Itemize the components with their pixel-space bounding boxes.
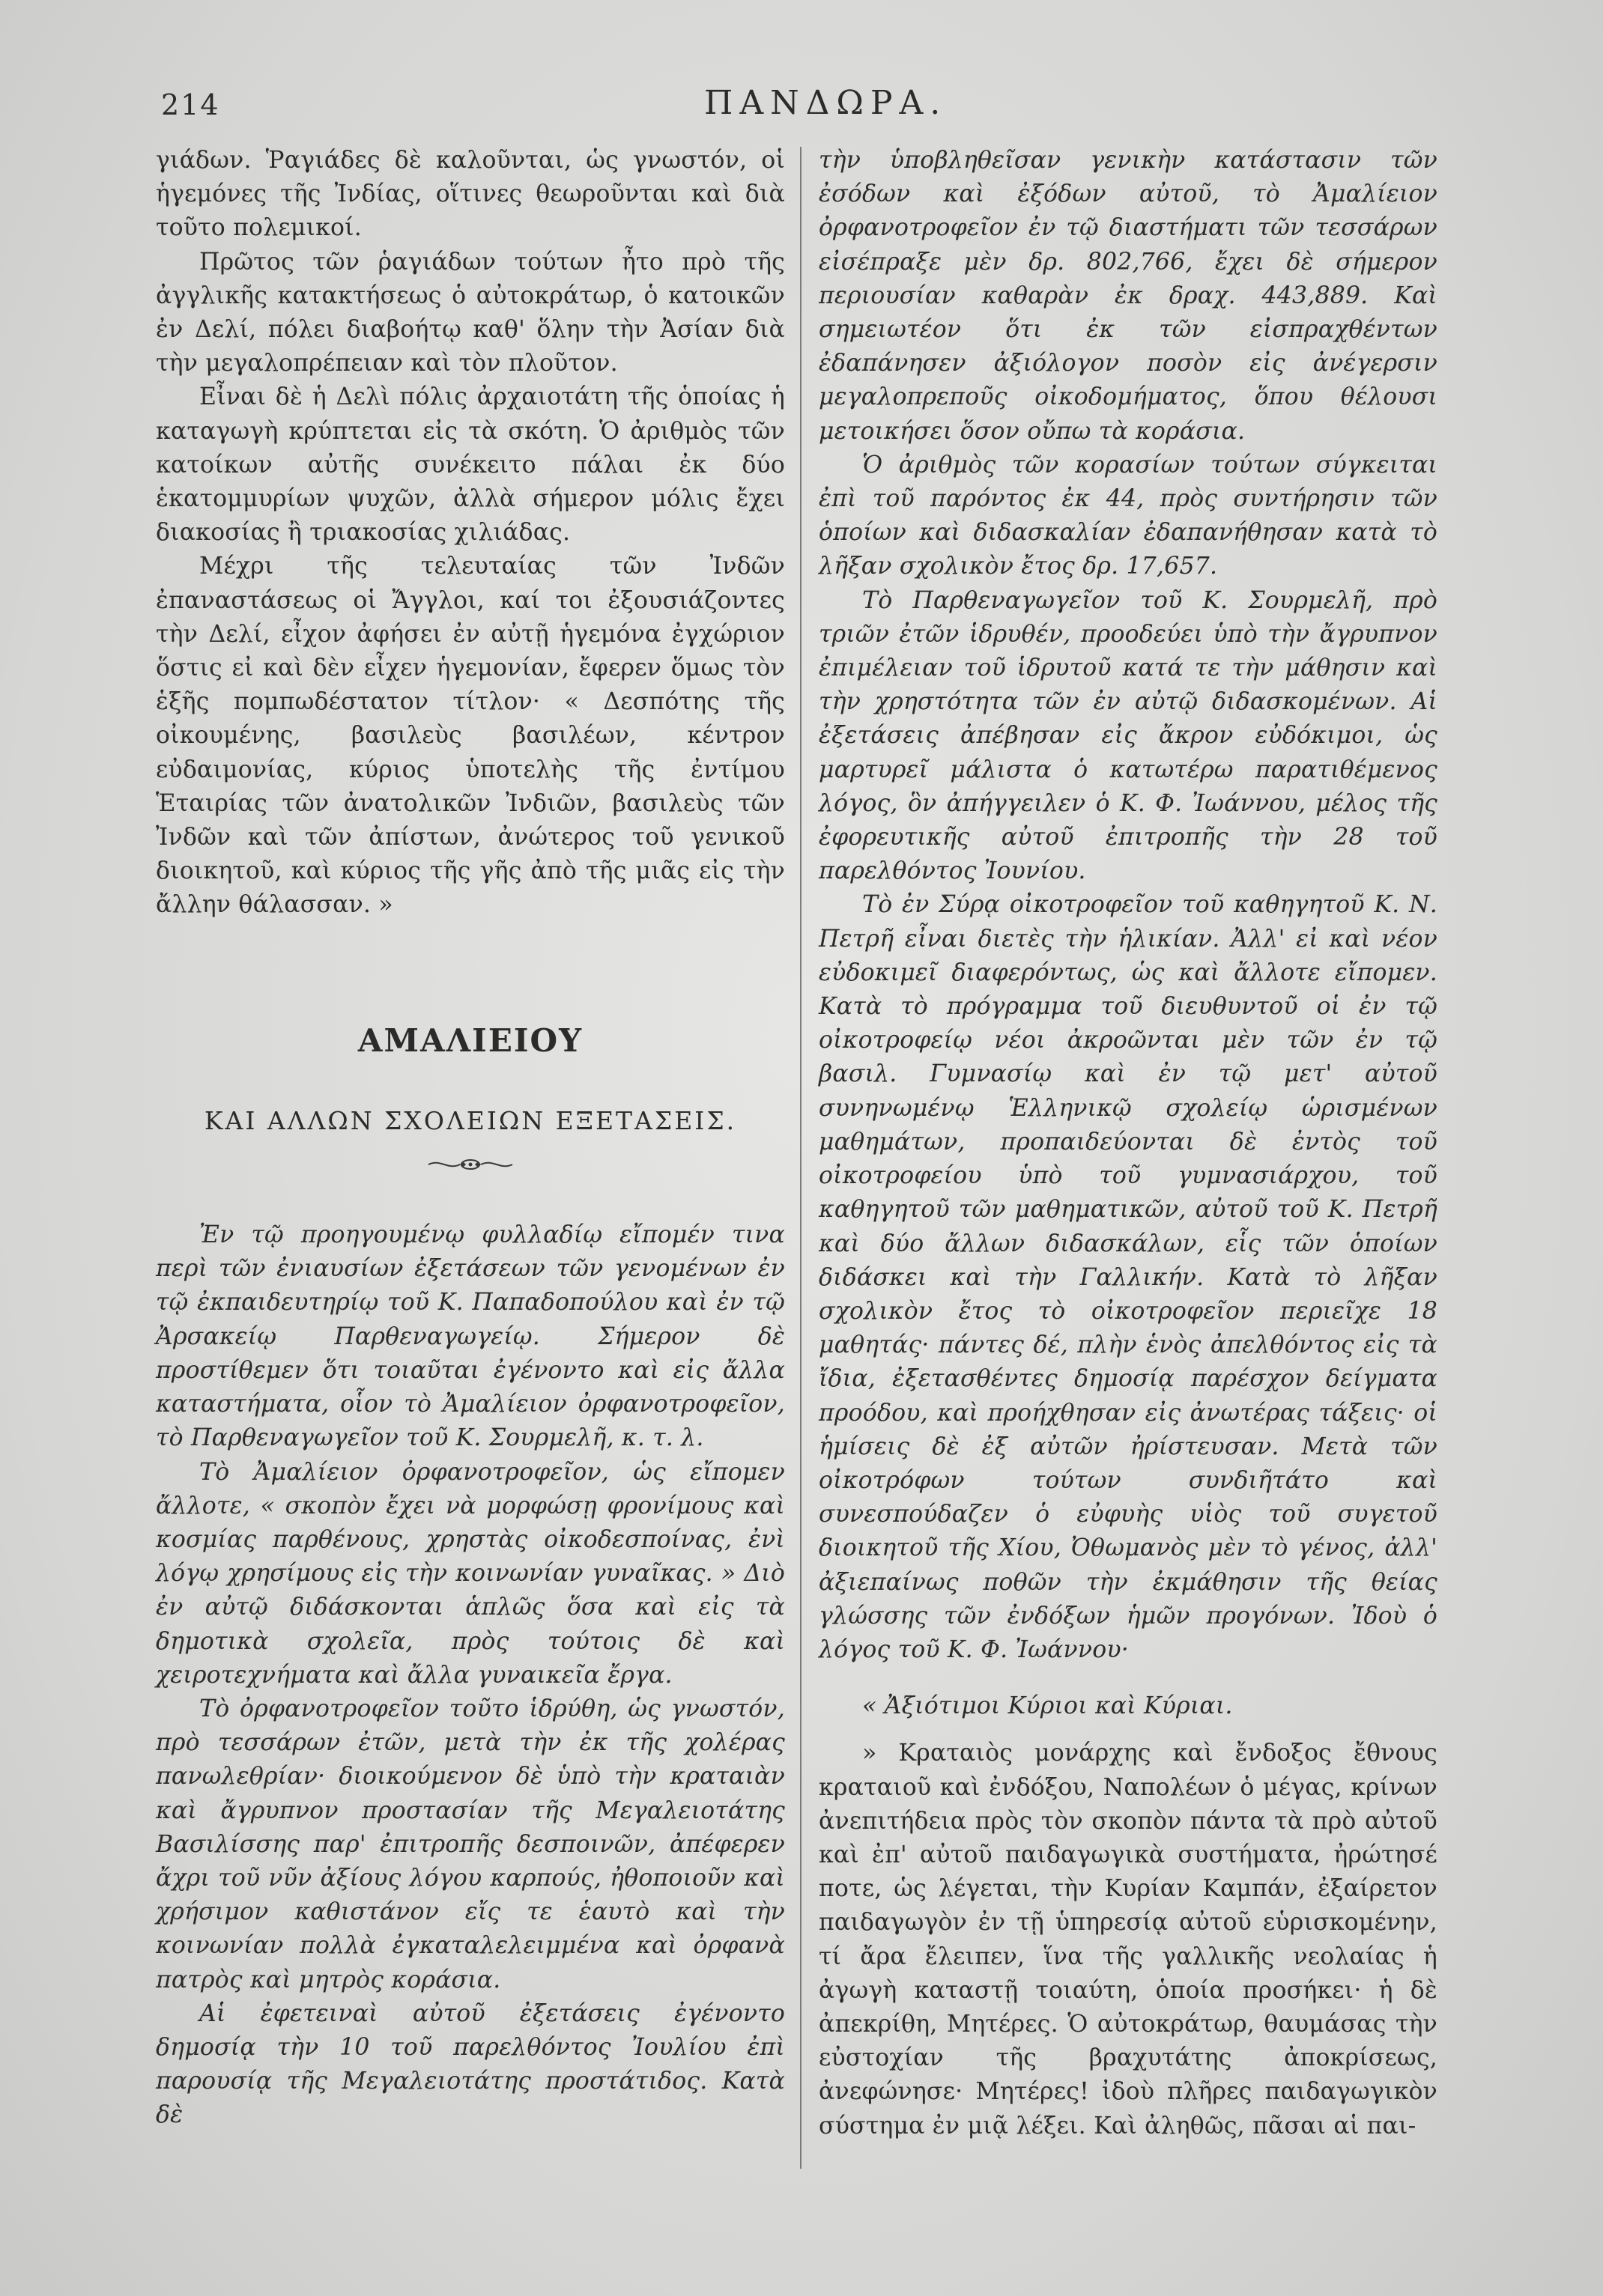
paragraph: Μέχρι τῆς τελευταίας τῶν Ἰνδῶν ἐπαναστάσεως οἱ Ἄγγλοι, καί τοι ἐξουσιάζοντες τὴν Δελί, εἶχον ἀφήσει ἐν αὐτῇ ἡγεμόνα ἐγχώριον ὅστις εἰ καὶ δὲν εἶχεν ἡγεμονίαν, ἔφερεν ὅμως τὸν ἑξῆς πομπωδέστατον τίτλον· « Δεσπότης τῆς οἰκουμένης, βασιλεὺς βασιλέων, κέντρον εὐδαιμονίας, κύριος ὑποτελὴς τῆς ἐντίμου Ἑταιρίας τῶν ἀνατολικῶν Ἰνδιῶν, βασιλεὺς τῶν Ἰνδῶν καὶ τῶν ἀπίστων, ἀνώτερος τοῦ γενικοῦ διοικητοῦ, καὶ κύριος τῆς γῆς ἀπὸ τῆς μιᾶς εἰς τὴν ἄλλην θάλασσαν. » [156,553,785,919]
section-subtitle: ΚΑΙ ΑΛΛΩΝ ΣΧΟΛΕΙΩΝ ΕΞΕΤΑΣΕΙΣ. [204,1105,737,1135]
running-title: ΠΑΝΔΩΡΑ. [704,84,948,122]
paragraph: Ὁ ἀριθμὸς τῶν κορασίων τούτων σύγκειται ἐπὶ τοῦ παρόντος ἐκ 44, πρὸς συντήρησιν τῶν ὁποίων καὶ διδασκαλίαν ἐδαπανήθησαν κατὰ τὸ λῆξαν σχολικὸν ἔτος δρ. 17,657. [819,451,1437,580]
right-column [819,144,1437,2143]
left-column [156,144,785,2133]
paragraph: Τὸ ὀρφανοτροφεῖον τοῦτο ἱδρύθη, ὡς γνωστόν, πρὸ τεσσάρων ἐτῶν, μετὰ τὴν ἐκ τῆς χολέρας πανωλεθρίαν· διοικούμενον δὲ ὑπὸ τὴν κραταιὰν καὶ ἄγρυπνον προστασίαν τῆς Μεγαλειοτάτης Βασιλίσσης παρ' ἐπιτροπῆς δεσποινῶν, ἀπέφερεν ἄχρι τοῦ νῦν ἀξίους λόγου καρπούς, ἠθοποιοῦν καὶ χρήσιμον καθιστάνον εἴς τε ἑαυτὸ καὶ τὴν κοινωνίαν πολλὰ ἐγκαταλελειμμένα καὶ ὀρφανὰ πατρὸς καὶ μητρὸς κοράσια. [156,1695,785,1993]
paragraph: Τὸ ἐν Σύρᾳ οἰκοτροφεῖον τοῦ καθηγητοῦ Κ. Ν. Πετρῆ εἶναι διετὲς τὴν ἡλικίαν. Ἀλλ' εἰ καὶ νέον εὐδοκιμεῖ διαφερόντως, ὡς καὶ ἄλλοτε εἴπομεν. Κατὰ τὸ πρόγραμμα τοῦ διευθυντοῦ οἱ ἐν τῷ οἰκοτροφείῳ νέοι ἀκροῶνται μὲν τῶν ἐν τῷ βασιλ. Γυμνασίῳ καὶ ἐν τῷ μετ' αὐτοῦ συνηνωμένῳ Ἑλληνικῷ σχολείῳ ὡρισμένων μαθημάτων, προπαιδεύονται δὲ ἐντὸς τοῦ οἰκοτροφείου ὑπὸ τοῦ γυμνασιάρχου, τοῦ καθηγητοῦ τῶν μαθηματικῶν, αὐτοῦ τοῦ Κ. Πετρῆ καὶ δύο ἄλλων διδασκάλων, εἷς τῶν ὁποίων διδάσκει καὶ τὴν Γαλλικήν. Κατὰ τὸ λῆξαν σχολικὸν ἔτος τὸ οἰκοτροφεῖον περιεῖχε 18 μαθητάς· πάντες δέ, πλὴν ἑνὸς ἀπελθόντος εἰς τὰ ἴδια, ἐξετασθέντες δημοσίᾳ παρέσχον δείγματα προόδου, καὶ προήχθησαν εἰς ἀνωτέρας τάξεις· οἱ ἡμίσεις δὲ ἐξ αὐτῶν ἠρίστευσαν. Μετὰ τῶν οἰκοτρόφων τούτων συνδιῆτάτο καὶ συνεσπούδαζεν ὁ εὐφυὴς υἱὸς τοῦ συγετοῦ διοικητοῦ τῆς Χίου, Ὀθωμανὸς μὲν τὸ γένος, ἀλλ' ἀξιεπαίνως ποθῶν τὴν ἐκμάθησιν τῆς θείας γλώσσης τῶν ἐνδόξων ἡμῶν προγόνων. Ἰδοὺ ὁ λόγος τοῦ Κ. Φ. Ἰωάννου· [819,891,1437,1663]
paragraph: γιάδων. Ῥαγιάδες δὲ καλοῦνται, ὡς γνωστόν, οἱ ἡγεμόνες τῆς Ἰνδίας, οἵτινες θεωροῦνται καὶ διὰ τοῦτο πολεμικοί. [156,147,785,242]
paragraph: Τὸ Ἀμαλίειον ὀρφανοτροφεῖον, ὡς εἴπομεν ἄλλοτε, « σκοπὸν ἔχει νὰ μορφώσῃ φρονίμους καὶ κοσμίας παρθένους, χρηστὰς οἰκοδεσποίνας, ἐνὶ λόγῳ χρησίμους εἰς τὴν κοινωνίαν γυναῖκας. » Διὸ ἐν αὐτῷ διδάσκονται ἁπλῶς ὅσα καὶ εἰς τὰ δημοτικὰ σχολεῖα, πρὸς τούτοις δὲ καὶ χειροτεχνήματα καὶ ἄλλα γυναικεῖα ἔργα. [156,1458,785,1689]
paragraph: Ἐν τῷ προηγουμένῳ φυλλαδίῳ εἴπομέν τινα περὶ τῶν ἐνιαυσίων ἐξετάσεων τῶν γενομένων ἐν τῷ ἐκπαιδευτηρίῳ τοῦ Κ. Παπαδοπούλου καὶ ἐν τῷ Ἀρσακείῳ Παρθεναγωγείῳ. Σήμερον δὲ προστίθεμεν ὅτι τοιαῦται ἐγένοντο καὶ εἰς ἄλλα καταστήματα, οἷον τὸ Ἀμαλίειον ὀρφανοτροφεῖον, τὸ Παρθεναγωγεῖον τοῦ Κ. Σουρμελῆ, κ. τ. λ. [156,1221,785,1452]
page-number: 214 [161,88,220,121]
paragraph: Τὸ Παρθεναγωγεῖον τοῦ Κ. Σουρμελῆ, πρὸ τριῶν ἐτῶν ἱδρυθέν, προοδεύει ὑπὸ τὴν ἄγρυπνον ἐπιμέλειαν τοῦ ἱδρυτοῦ κατά τε τὴν μάθησιν καὶ τὴν χρηστότητα τῶν ἐν αὐτῷ διδασκομένων. Αἱ ἐξετάσεις ἀπέβησαν εἰς ἄκρον εὐδόκιμοι, ὡς μαρτυρεῖ μάλιστα ὁ κατωτέρω παρατιθέμενος λόγος, ὃν ἀπήγγειλεν ὁ Κ. Φ. Ἰωάννου, μέλος τῆς ἐφορευτικῆς αὐτοῦ ἐπιτροπῆς τὴν 28 τοῦ παρελθόντος Ἰουνίου. [819,586,1437,885]
speech-salutation: « Ἀξιότιμοι Κύριοι καὶ Κύριαι. [862,1692,1233,1720]
column-divider [800,147,802,2169]
paragraph: » Κραταιὸς μονάρχης καὶ ἔνδοξος ἔθνους κραταιοῦ καὶ ἐνδόξου, Ναπολέων ὁ μέγας, κρίνων ἀνεπιτήδεια πρὸς τὸν σκοπὸν πάντα τὰ πρὸ αὐτοῦ καὶ ἐπ' αὐτοῦ παιδαγωγικὰ συστήματα, ἠρώτησέ ποτε, ὡς λέγεται, τὴν Κυρίαν Καμπάν, ἐξαίρετον παιδαγωγὸν ἐν τῇ ὑπηρεσίᾳ αὐτοῦ εὑρισκομένην, τί ἄρα ἔλειπεν, ἵνα τῆς γαλλικῆς νεολαίας ἡ ἀγωγὴ καταστῇ τοιαύτη, ὁποία προσήκει· ἡ δὲ ἀπεκρίθη, Μητέρες. Ὁ αὐτοκράτωρ, θαυμάσας τὴν εὐστοχίαν τῆς βραχυτάτης ἀποκρίσεως, ἀνεφώνησε· Μητέρες! ἰδοὺ πλῆρες παιδαγωγικὸν σύστημα ἐν μιᾷ λέξει. Καὶ ἀληθῶς, πᾶσαι αἱ παι- [819,1740,1437,2139]
section-title: ΑΜΑΛΙΕΙΟΥ [357,1021,584,1059]
paragraph: Πρῶτος τῶν ῥαγιάδων τούτων ἦτο πρὸ τῆς ἀγγλικῆς κατακτήσεως ὁ αὐτοκράτωρ, ὁ κατοικῶν ἐν Δελί, πόλει διαβοήτῳ καθ' ὅλην τὴν Ἀσίαν διὰ τὴν μεγαλοπρέπειαν καὶ τὸν πλοῦτον. [156,248,785,377]
paragraph: τὴν ὑποβληθεῖσαν γενικὴν κατάστασιν τῶν ἐσόδων καὶ ἐξόδων αὐτοῦ, τὸ Ἀμαλίειον ὀρφανοτροφεῖον ἐν τῷ διαστήματι τῶν τεσσάρων εἰσέπραξε μὲν δρ. 802,766, ἔχει δὲ σήμερον περιουσίαν καθαρὰν ἐκ δραχ. 443,889. Καὶ σημειωτέον ὅτι ἐκ τῶν εἰσπραχθέντων ἐδαπάνησεν ἀξιόλογον ποσὸν εἰς ἀνέγερσιν μεγαλοπρεποῦς οἰκοδομήματος, ὅπου θέλουσι μετοικήσει ὅσον οὔπω τὰ κοράσια. [819,147,1437,445]
paragraph: Αἱ ἐφετειναὶ αὐτοῦ ἐξετάσεις ἐγένοντο δημοσίᾳ τὴν 10 τοῦ παρελθόντος Ἰουλίου ἐπὶ παρουσίᾳ τῆς Μεγαλειοτάτης προστάτιδος. Κατὰ δὲ [156,1999,785,2129]
paragraph: Εἶναι δὲ ἡ Δελὶ πόλις ἀρχαιοτάτη τῆς ὁποίας ἡ καταγωγὴ κρύπτεται εἰς τὰ σκότη. Ὁ ἀριθμὸς τῶν κατοίκων αὐτῆς συνέκειτο πάλαι ἐκ δύο ἑκατομμυρίων ψυχῶν, ἀλλὰ σήμερον μόλις ἔχει διακοσίας ἢ τριακοσίας χιλιάδας. [156,383,785,547]
ornament-divider-icon [425,1157,515,1172]
